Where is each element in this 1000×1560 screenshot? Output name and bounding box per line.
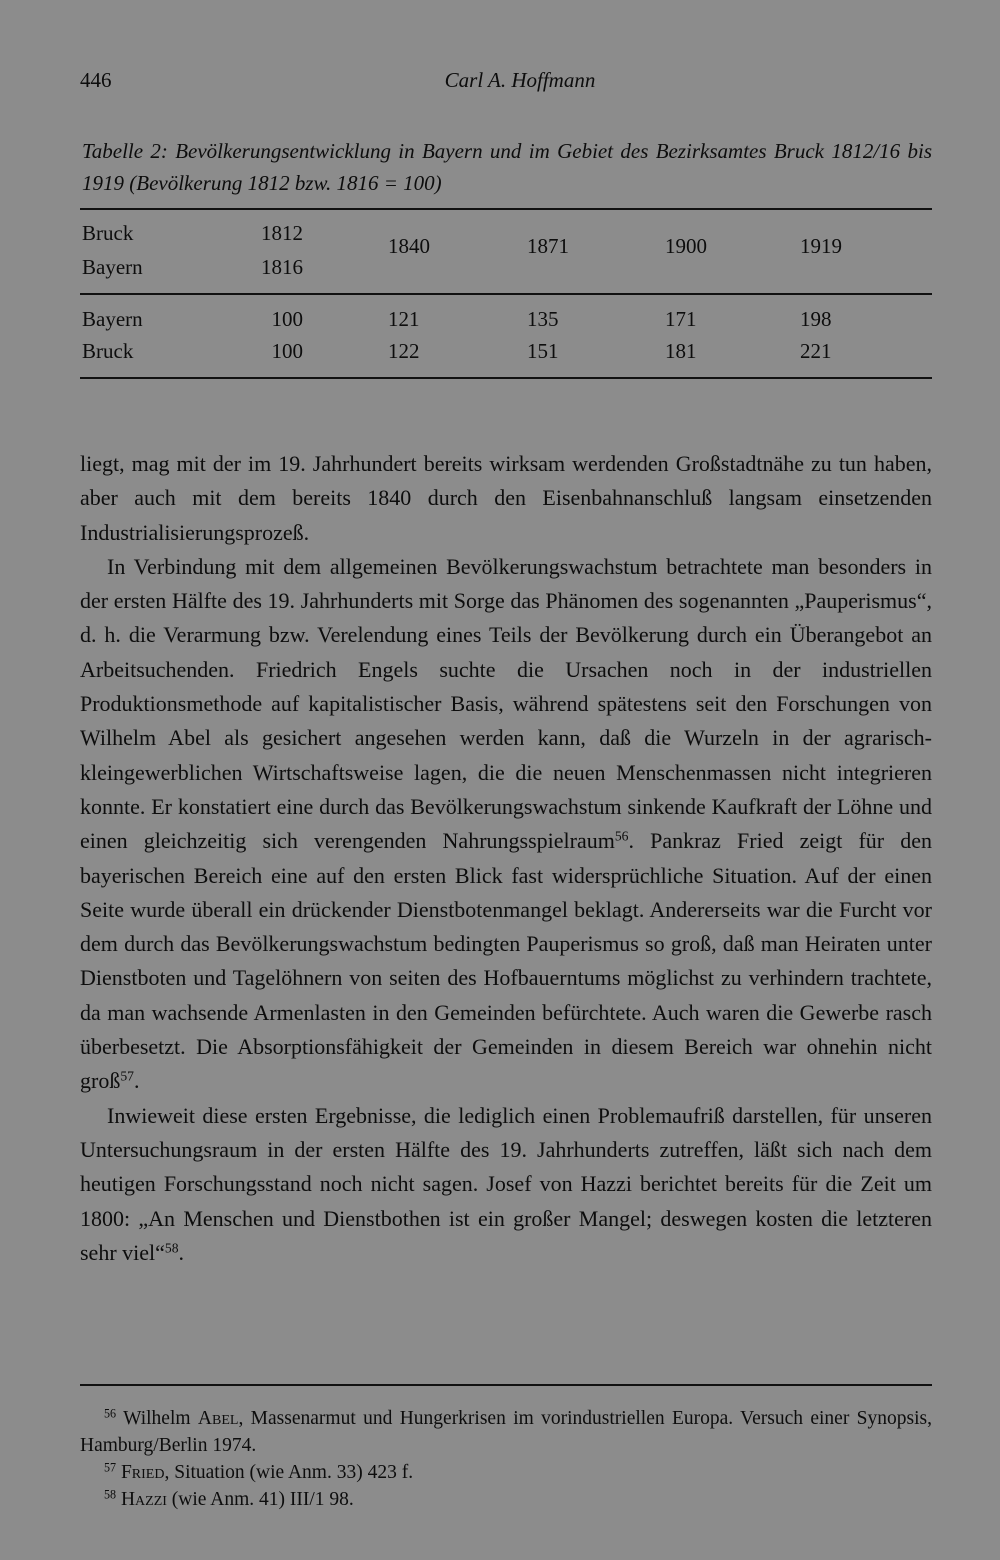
table-header-year: 1871 [527, 234, 569, 258]
table-cell: 100 [271, 339, 303, 363]
footnote-author: Fried [120, 1462, 165, 1483]
footnotes [80, 1405, 932, 1513]
table-header-year: 1900 [665, 234, 707, 258]
footnote-number: 58 [104, 1487, 117, 1502]
table-header-year: 1816 [261, 255, 303, 279]
table-cell: 198 [800, 307, 832, 331]
footnote-author: Abel [197, 1408, 239, 1429]
table-header-year: 1812 [261, 221, 303, 245]
table-rule-bottom [80, 377, 932, 379]
footnote-text: (wie Anm. 41) III/1 98. [166, 1489, 354, 1510]
body-text [80, 447, 932, 1270]
paragraph-text: liegt, mag mit der im 19. Jahrhundert bereits wirksam werdenden Großstadtnähe zu tun haben, aber auch mit dem bereits 1840 durch den Eisenbahnanschluß langsam einsetzenden Industrialisierungsprozeß. [80, 451, 932, 545]
paragraph-text: In Verbindung mit dem allgemeinen Bevölkerungswachstum betrachtete man besonders in der ersten Hälfte des 19. Jahrhunderts mit Sorge das Phänomen des sogenannten „Pauperismus“, d. h. die Verarmung bzw. Verelendung eines Teils der Bevölkerung durch ein Überangebot an Arbeitsuchenden. Friedrich Engels suchte die Ursachen noch in der industriellen Produktionsmethode auf kapitalistischer Basis, während spätestens seit den Forschungen von Wilhelm Abel als gesichert angesehen werden kann, daß die Wurzeln in der agrarisch-kleingewerblichen Wirtschaftsweise lagen, die die neuen Menschenmassen nicht integrieren konnte. Er konstatiert eine durch das Bevölkerungswachstum sinkende Kaufkraft der Löhne und einen gleichzeitig sich verengenden Nahrungsspielraum [80, 553, 932, 854]
paragraph-text: . [178, 1239, 185, 1265]
table-cell: 171 [665, 307, 697, 331]
paragraph-text: Inwieweit diese ersten Ergebnisse, die lediglich einen Problemaufriß darstellen, für unseren Untersuchungsraum in der ersten Hälfte des 19. Jahrhunderts zutreffen, läßt sich nach dem heutigen Forschungsstand noch nicht sagen. Josef von Hazzi berichtet bereits für die Zeit um 1800: „An Menschen und Dienstbothen ist ein großer Mangel; deswegen kosten die letzteren sehr viel“ [80, 1102, 932, 1265]
paragraph [80, 1099, 932, 1270]
paragraph [80, 550, 932, 1099]
footnote-text: Wilhelm [123, 1408, 198, 1429]
footnote-author: Hazzi [120, 1489, 167, 1510]
footnote-reference[interactable]: 58 [164, 1240, 179, 1256]
footnote [80, 1459, 932, 1486]
table-cell: 100 [271, 307, 303, 331]
table-cell: 181 [665, 339, 697, 363]
page-number: 446 [80, 68, 112, 92]
paragraph-text: . [133, 1068, 140, 1094]
footnote [80, 1486, 932, 1513]
table-cell: 221 [800, 339, 832, 363]
table-header-year: 1840 [388, 234, 430, 258]
table-caption: Tabelle 2: Bevölkerungsentwicklung in Bayern und im Gebiet des Bezirksamtes Bruck 1812/16 bis 1919 (Bevölkerung 1812 bzw. 1816 = 100) [82, 139, 932, 195]
footnote-rule [80, 1384, 932, 1386]
footnote [80, 1405, 932, 1459]
table-row-label: Bayern [82, 307, 143, 331]
footnote-reference[interactable]: 57 [120, 1068, 134, 1084]
paragraph-text: . Pankraz Fried zeigt für den bayerischen Bereich eine auf den ersten Blick fast widersprüchliche Situation. Auf der einen Seite wurde überall ein drückender Dienstbotenmangel beklagt. Andererseits war die Furcht vor dem durch das Bevölkerungswachstum bedingten Pauperismus so groß, daß man Heiraten unter Dienstboten und Tagelöhnern von seiten des Hofbauerntums möglichst zu verhindern trachtete, da man wachsende Armenlasten in den Gemeinden befürchtete. Auch waren die Gewerbe rasch überbesetzt. Die Absorptionsfähigkeit der Gemeinden in diesem Bereich war ohnehin nicht groß [80, 828, 932, 1094]
table-row-label: Bruck [82, 339, 134, 363]
table-cell: 135 [527, 307, 559, 331]
table-rule-middle [80, 293, 932, 295]
table-cell: 151 [527, 339, 559, 363]
footnote-number: 57 [104, 1460, 117, 1475]
table-header-label: Bruck [82, 221, 134, 245]
paragraph [80, 447, 932, 550]
footnote-text: , Massenarmut und Hungerkrisen im vorindustriellen Europa. Versuch einer Synopsis, Hamburg/Berlin 1974. [80, 1408, 932, 1456]
table-rule-top [80, 208, 932, 210]
running-title: Carl A. Hoffmann [444, 68, 596, 92]
table-cell: 121 [388, 307, 420, 331]
running-head [80, 68, 930, 98]
footnote-reference[interactable]: 56 [614, 828, 629, 844]
table-header-label: Bayern [82, 255, 143, 279]
table-cell: 122 [388, 339, 420, 363]
footnote-number: 56 [104, 1406, 117, 1421]
footnote-text: , Situation (wie Anm. 33) 423 f. [164, 1462, 414, 1483]
table-header-year: 1919 [800, 234, 842, 258]
